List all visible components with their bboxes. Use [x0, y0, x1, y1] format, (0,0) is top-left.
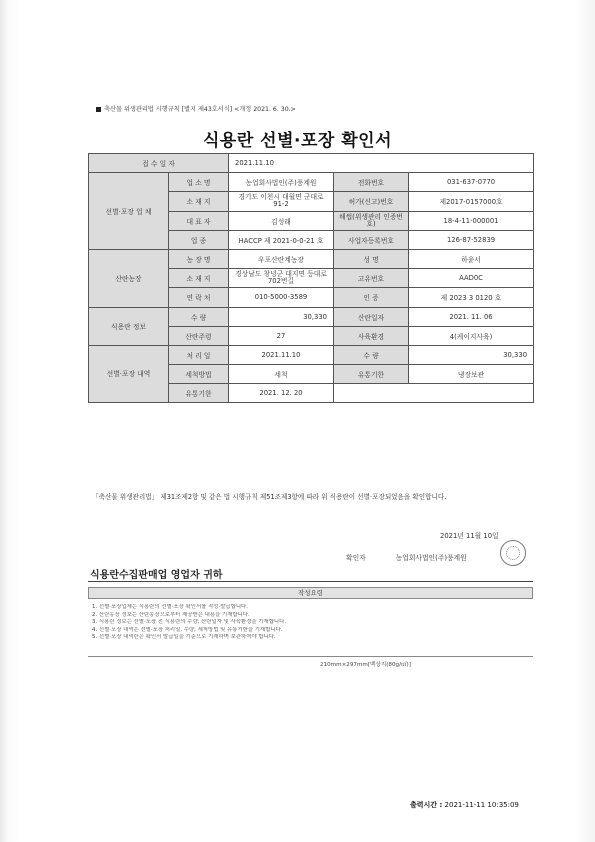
document-title: 식용란 선별·포장 확인서 — [202, 131, 392, 151]
field-label: 업 종 — [169, 230, 229, 249]
applicant-label: 확인자 — [346, 554, 366, 562]
field-label: 사업자등록번호 — [334, 230, 409, 249]
field-value: 냉장보관 — [409, 365, 534, 384]
selection-section-label: 선별·포장 내역 — [89, 345, 169, 403]
list-item: 4. 선별·포장 내역은 선별·포장 처리일, 수량, 세척방법 및 유통기한을 기재합니다. — [92, 626, 283, 633]
applicant-line — [346, 552, 467, 562]
field-label: 소 재 지 — [169, 192, 229, 211]
field-label: 인 증 — [334, 288, 409, 307]
field-label: 처 리 일 — [169, 345, 229, 364]
field-value: 제2017-0157000호 — [409, 192, 534, 211]
output-time-label: 출력시간 : — [410, 801, 443, 809]
field-value: 경상남도 창녕군 대지면 등대로 702번길 — [229, 269, 334, 288]
field-label: 농 장 명 — [169, 249, 229, 268]
seal-stamp-icon — [500, 540, 526, 566]
field-value: AAD0C — [409, 269, 534, 288]
field-label: 연 락 처 — [169, 288, 229, 307]
selection-row — [89, 345, 534, 364]
field-label: 소 재 지 — [169, 269, 229, 288]
field-value: 우포산란계농장 — [229, 249, 334, 268]
field-value: 농업회사법인(주)풍계원 — [229, 173, 334, 192]
field-value: 30,330 — [409, 345, 534, 364]
list-item: 2. 산란농장 정보는 산란농장으로부터 제공받은 내용을 기재합니다. — [92, 611, 250, 618]
field-label: 업 소 명 — [169, 173, 229, 192]
field-value: 18-4-11-000001 — [409, 211, 534, 230]
field-value: 2021. 11. 06 — [409, 307, 534, 326]
field-value: 4(케이지사육) — [409, 326, 534, 345]
field-label: 세척방법 — [169, 365, 229, 384]
field-label: 산란주령 — [169, 326, 229, 345]
field-value: 세척 — [229, 365, 334, 384]
field-value: 제 2023 3 0120 호 — [409, 288, 534, 307]
operator-row — [89, 173, 534, 192]
list-item: 3. 식용란 정보는 선별·포장 전 식용란의 수량, 산란일자 및 사육환경을 기재합니다. — [92, 619, 287, 626]
field-label: 해썹(위생관리 인증번호) — [334, 211, 409, 230]
field-value: 30,330 — [229, 307, 334, 326]
list-item: 5. 선별·포장 내역란은 확인서 발급일을 기준으로 기재하며 보관하여야 합니다. — [92, 634, 276, 641]
field-label: 고유번호 — [334, 269, 409, 288]
issue-date: 2021년 11월 10일 — [440, 532, 499, 540]
receipt-row — [89, 154, 534, 173]
field-label: 수 량 — [169, 307, 229, 326]
receipt-date-label: 접 수 일 자 — [89, 154, 229, 173]
field-value: 031-637-0770 — [409, 173, 534, 192]
output-time-value: 2021-11-11 10:35:09 — [444, 801, 519, 809]
field-value: 010-5000-3589 — [229, 288, 334, 307]
egg-info-row — [89, 307, 534, 326]
field-label: 대 표 자 — [169, 211, 229, 230]
field-value: 2021.11.10 — [229, 345, 334, 364]
field-label: 유통기한 — [169, 384, 229, 403]
field-value: 하윤서 — [409, 249, 534, 268]
applicant-name: 농업회사법인(주)풍계원 — [395, 554, 467, 562]
field-label: 유통기한 — [334, 365, 409, 384]
field-label: 전화번호 — [334, 173, 409, 192]
square-bullet-icon — [96, 107, 101, 112]
list-item: 1. 선별·포장업체는 식용란의 선별·포장 확인서를 작성·발급합니다. — [92, 604, 248, 610]
confirmation-statement: 「축산물 위생관리법」 제31조제2항 및 같은 법 시행규칙 제51조제3항에 따라 위 식용란이 선별·포장되었음을 확인합니다. — [92, 493, 447, 501]
confirmation-table — [88, 153, 534, 403]
farm-row — [89, 249, 534, 268]
output-timestamp — [410, 800, 519, 810]
addressee: 식용란수집판매업 영업자 귀하 — [90, 570, 223, 581]
field-value: 경기도 이천시 대월면 군대로 91-2 — [229, 192, 334, 211]
notes-list — [92, 604, 532, 642]
notes-title: 작성요령 — [88, 587, 533, 599]
field-value: HACCP 제 2021-0-0-21 호 — [229, 230, 334, 249]
divider — [88, 656, 533, 657]
field-value: 김성래 — [229, 211, 334, 230]
field-value: 2021. 12. 20 — [229, 384, 334, 403]
field-label: 수 량 — [334, 345, 409, 364]
farm-section-label: 산란농장 — [89, 249, 169, 307]
field-value: 27 — [229, 326, 334, 345]
form-reference-text: 축산물 위생관리법 시행규칙 [별지 제43호서식] <개정 2021. 6. 30.> — [104, 106, 296, 113]
empty-cell — [334, 384, 534, 403]
form-reference — [96, 104, 296, 113]
operator-section-label: 선별·포장 업 체 — [89, 173, 169, 250]
field-label: 허가(신고)번호 — [334, 192, 409, 211]
paper-size-note: 210mm×297mm[백상지(80g/㎡)] — [320, 662, 411, 668]
field-value: 126-87-52839 — [409, 230, 534, 249]
field-label: 사육환경 — [334, 326, 409, 345]
divider — [88, 581, 533, 582]
field-label: 성 명 — [334, 249, 409, 268]
field-label: 산란일자 — [334, 307, 409, 326]
receipt-date-value: 2021.11.10 — [229, 154, 534, 173]
egg-info-section-label: 식용란 정보 — [89, 307, 169, 345]
